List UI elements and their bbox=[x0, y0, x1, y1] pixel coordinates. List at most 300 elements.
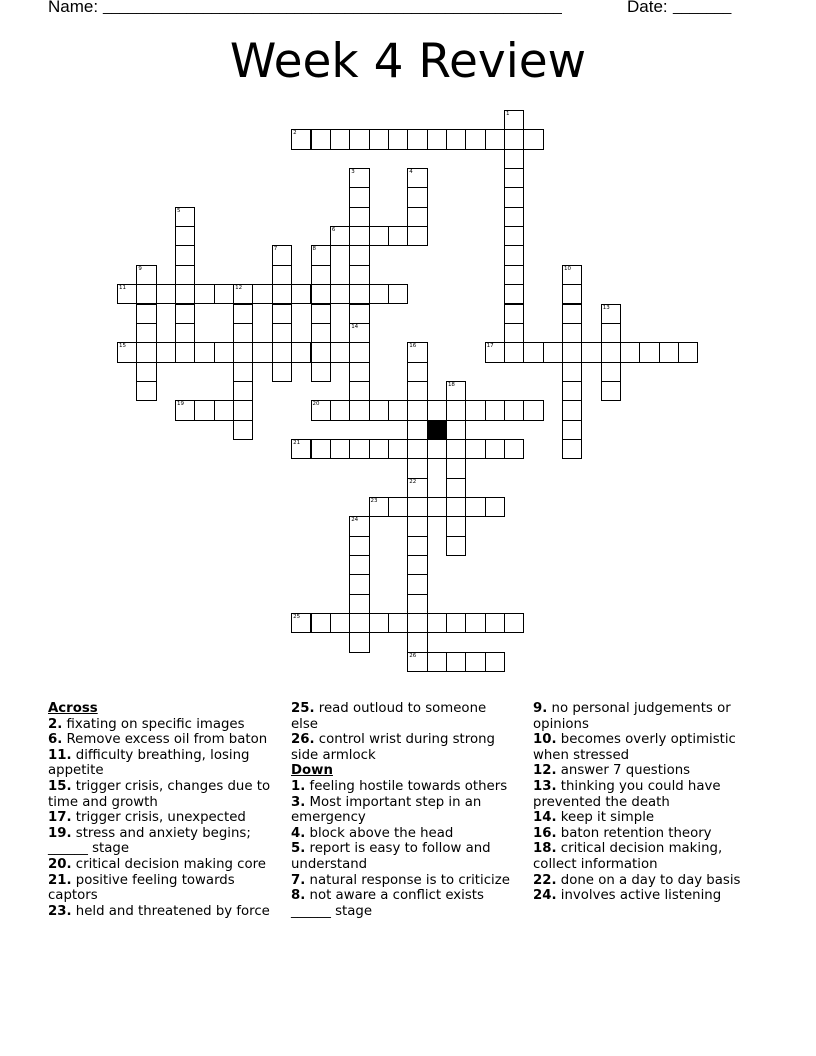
grid-cell[interactable] bbox=[446, 381, 466, 401]
grid-cell[interactable] bbox=[465, 613, 485, 633]
grid-cell[interactable] bbox=[407, 420, 427, 440]
grid-cell[interactable] bbox=[562, 439, 582, 459]
grid-cell[interactable] bbox=[349, 536, 369, 556]
grid-cell[interactable] bbox=[388, 284, 408, 304]
grid-cell[interactable] bbox=[407, 594, 427, 614]
grid-cell[interactable] bbox=[311, 342, 331, 362]
grid-cell[interactable] bbox=[311, 284, 331, 304]
grid-cell[interactable] bbox=[562, 342, 582, 362]
grid-cell[interactable] bbox=[562, 420, 582, 440]
clue-item bbox=[533, 841, 748, 872]
grid-cell[interactable] bbox=[175, 207, 195, 227]
clue-number: 5 bbox=[177, 207, 181, 214]
grid-cell[interactable] bbox=[330, 284, 350, 304]
grid-cell[interactable] bbox=[175, 245, 195, 265]
clue-number: 22 bbox=[409, 478, 417, 485]
grid-cell[interactable] bbox=[311, 613, 331, 633]
grid-cell[interactable] bbox=[446, 478, 466, 498]
grid-cell[interactable] bbox=[639, 342, 659, 362]
clue-number: 24 bbox=[351, 517, 359, 524]
grid-cell[interactable] bbox=[349, 574, 369, 594]
grid-cell[interactable] bbox=[504, 323, 524, 343]
clue-number: 12 bbox=[235, 285, 243, 292]
clue-item-number: 25. bbox=[291, 701, 315, 716]
grid-cell[interactable] bbox=[214, 342, 234, 362]
grid-cell[interactable] bbox=[349, 226, 369, 246]
clue-number: 19 bbox=[177, 401, 185, 408]
grid-cell[interactable] bbox=[349, 632, 369, 652]
grid-cell[interactable] bbox=[407, 632, 427, 652]
clue-item-text: critical decision making core bbox=[71, 856, 266, 872]
grid-cell[interactable] bbox=[175, 284, 195, 304]
grid-cell[interactable] bbox=[581, 342, 601, 362]
clue-item-number: 3. bbox=[291, 794, 306, 810]
grid-cell[interactable] bbox=[330, 613, 350, 633]
clue-item bbox=[291, 701, 516, 732]
grid-cell[interactable] bbox=[407, 207, 427, 227]
clue-item-text: trigger crisis, unexpected bbox=[71, 810, 246, 826]
clue-number: 15 bbox=[119, 343, 126, 350]
clue-item-number: 7. bbox=[291, 872, 306, 888]
clue-item bbox=[291, 826, 516, 842]
clue-number: 6 bbox=[331, 227, 336, 234]
name-label: Name: bbox=[48, 0, 99, 16]
clue-item-text: involves active listening bbox=[556, 888, 722, 904]
grid-cell[interactable] bbox=[601, 362, 621, 382]
grid-cell[interactable] bbox=[388, 497, 408, 517]
grid-cell[interactable] bbox=[407, 516, 427, 536]
grid-cell[interactable] bbox=[214, 284, 234, 304]
grid-cell[interactable] bbox=[175, 400, 195, 420]
clue-item bbox=[48, 904, 278, 920]
clue-item-text: not aware a conflict exists ______ stage bbox=[291, 888, 484, 919]
grid-cell[interactable] bbox=[291, 613, 311, 633]
grid-cell[interactable] bbox=[427, 439, 447, 459]
grid-cell[interactable] bbox=[311, 323, 331, 343]
grid-cell[interactable] bbox=[678, 342, 698, 362]
grid-cell[interactable] bbox=[407, 555, 427, 575]
grid-cell[interactable] bbox=[117, 284, 137, 304]
grid-cell[interactable] bbox=[175, 265, 195, 285]
clue-item-number: 16. bbox=[533, 825, 557, 841]
grid-cell[interactable] bbox=[272, 323, 292, 343]
clue-number: 13 bbox=[602, 304, 610, 311]
clue-item bbox=[48, 717, 278, 733]
grid-cell[interactable] bbox=[291, 342, 311, 362]
grid-cell[interactable] bbox=[465, 439, 485, 459]
grid-cell[interactable] bbox=[311, 245, 331, 265]
across-heading: Across bbox=[48, 701, 98, 716]
clue-column-2 bbox=[291, 701, 516, 919]
grid-cell[interactable] bbox=[485, 613, 505, 633]
grid-cell[interactable] bbox=[349, 594, 369, 614]
grid-cell[interactable] bbox=[504, 439, 524, 459]
grid-cell[interactable] bbox=[407, 362, 427, 382]
clue-item bbox=[48, 873, 278, 904]
grid-cell[interactable] bbox=[136, 304, 156, 324]
grid-cell[interactable] bbox=[117, 342, 137, 362]
clue-number: 14 bbox=[351, 323, 359, 330]
grid-cell[interactable] bbox=[175, 342, 195, 362]
clue-item bbox=[533, 732, 748, 763]
grid-cell[interactable] bbox=[407, 574, 427, 594]
grid-cell[interactable] bbox=[388, 226, 408, 246]
grid-cell[interactable] bbox=[233, 362, 253, 382]
grid-cell[interactable] bbox=[311, 265, 331, 285]
grid-cell[interactable] bbox=[562, 265, 582, 285]
grid-cell[interactable] bbox=[446, 536, 466, 556]
grid-cell[interactable] bbox=[485, 652, 505, 672]
grid-cell[interactable] bbox=[194, 284, 214, 304]
grid-cell[interactable] bbox=[465, 400, 485, 420]
grid-cell[interactable] bbox=[349, 323, 369, 343]
clue-number: 9 bbox=[138, 265, 142, 272]
grid-cell[interactable] bbox=[407, 168, 427, 188]
grid-cell[interactable] bbox=[407, 129, 427, 149]
grid-cell[interactable] bbox=[291, 284, 311, 304]
grid-cell[interactable] bbox=[369, 284, 389, 304]
grid-cell[interactable] bbox=[446, 613, 466, 633]
grid-cell[interactable] bbox=[214, 400, 234, 420]
grid-cell[interactable] bbox=[427, 400, 447, 420]
clue-item bbox=[533, 779, 748, 810]
clue-number: 1 bbox=[506, 111, 510, 117]
clue-number: 21 bbox=[293, 439, 301, 446]
grid-cell[interactable] bbox=[465, 497, 485, 517]
grid-cell[interactable] bbox=[136, 362, 156, 382]
grid-cell[interactable] bbox=[272, 362, 292, 382]
grid-cell[interactable] bbox=[562, 323, 582, 343]
clue-item-text: stress and anxiety begins; ______ stage bbox=[48, 825, 251, 857]
grid-cell[interactable] bbox=[659, 342, 679, 362]
grid-cell[interactable] bbox=[349, 187, 369, 207]
clue-item bbox=[291, 888, 516, 919]
clue-item-number: 13. bbox=[533, 778, 557, 794]
grid-cell[interactable] bbox=[523, 129, 543, 149]
grid-cell[interactable] bbox=[562, 304, 582, 324]
clue-column-1 bbox=[48, 701, 278, 919]
grid-cell[interactable] bbox=[601, 381, 621, 401]
grid-cell[interactable] bbox=[369, 439, 389, 459]
grid-cell[interactable] bbox=[562, 381, 582, 401]
grid-cell[interactable] bbox=[349, 362, 369, 382]
grid-cell[interactable] bbox=[233, 323, 253, 343]
name-blank-line[interactable]: _______________________________________________________ bbox=[103, 0, 562, 15]
clue-item-number: 15. bbox=[48, 778, 72, 794]
grid-cell[interactable] bbox=[407, 613, 427, 633]
clue-item-number: 9. bbox=[533, 701, 548, 716]
grid-cell[interactable] bbox=[427, 497, 447, 517]
grid-cell[interactable] bbox=[562, 362, 582, 382]
date-blank-line[interactable]: _______ bbox=[673, 0, 732, 15]
grid-cell[interactable] bbox=[233, 400, 253, 420]
grid-cell[interactable] bbox=[330, 439, 350, 459]
clue-item-text: natural response is to criticize bbox=[305, 872, 510, 888]
clue-item-text: block above the head bbox=[305, 825, 454, 841]
grid-cell[interactable] bbox=[427, 613, 447, 633]
grid-cell[interactable] bbox=[427, 652, 447, 672]
clue-item-text: baton retention theory bbox=[556, 825, 712, 841]
grid-cell[interactable] bbox=[407, 400, 427, 420]
grid-cell[interactable] bbox=[504, 149, 524, 169]
grid-cell[interactable] bbox=[330, 226, 350, 246]
grid-cell[interactable] bbox=[523, 342, 543, 362]
grid-cell[interactable] bbox=[485, 129, 505, 149]
clue-item bbox=[291, 795, 516, 826]
grid-cell[interactable] bbox=[369, 400, 389, 420]
clue-number: 25 bbox=[293, 614, 301, 621]
grid-cell[interactable] bbox=[175, 226, 195, 246]
clue-item-text: trigger crisis, changes due to time and growth bbox=[48, 778, 271, 810]
grid-cell[interactable] bbox=[311, 304, 331, 324]
grid-cell[interactable] bbox=[504, 226, 524, 246]
grid-cell[interactable] bbox=[194, 400, 214, 420]
clue-item-text: positive feeling towards captors bbox=[48, 872, 235, 904]
grid-cell[interactable] bbox=[388, 439, 408, 459]
grid-cell[interactable] bbox=[620, 342, 640, 362]
grid-cell[interactable] bbox=[446, 400, 466, 420]
grid-cell[interactable] bbox=[349, 304, 369, 324]
grid-cell[interactable] bbox=[562, 284, 582, 304]
grid-cell[interactable] bbox=[407, 536, 427, 556]
clue-item-text: Most important step in an emergency bbox=[291, 794, 482, 826]
clue-number: 10 bbox=[564, 265, 572, 272]
grid-cell[interactable] bbox=[175, 304, 195, 324]
grid-cell[interactable] bbox=[311, 362, 331, 382]
grid-cell[interactable] bbox=[311, 400, 331, 420]
clue-item-text: Remove excess oil from baton bbox=[62, 732, 268, 748]
clue-item-number: 5. bbox=[291, 841, 306, 857]
clue-item-text: report is easy to follow and understand bbox=[291, 841, 491, 872]
clue-item bbox=[48, 732, 278, 748]
grid-cell[interactable] bbox=[349, 381, 369, 401]
grid-cell[interactable] bbox=[407, 652, 427, 672]
clue-number: 23 bbox=[370, 498, 378, 504]
grid-cell[interactable] bbox=[446, 439, 466, 459]
grid-cell[interactable] bbox=[330, 129, 350, 149]
clue-item-number: 11. bbox=[48, 747, 72, 763]
grid-cell[interactable] bbox=[446, 458, 466, 478]
clue-item-number: 14. bbox=[533, 810, 557, 826]
clue-item bbox=[291, 779, 516, 795]
grid-cell[interactable] bbox=[136, 284, 156, 304]
grid-cell[interactable] bbox=[349, 516, 369, 536]
clue-item-number: 26. bbox=[291, 732, 315, 748]
grid-cell[interactable] bbox=[194, 342, 214, 362]
clue-number: 2 bbox=[293, 130, 297, 137]
grid-cell[interactable] bbox=[156, 284, 176, 304]
clue-number: 8 bbox=[312, 246, 316, 253]
grid-cell[interactable] bbox=[349, 439, 369, 459]
grid-cell[interactable] bbox=[601, 304, 621, 324]
grid-cell[interactable] bbox=[311, 439, 331, 459]
grid-cell[interactable] bbox=[233, 342, 253, 362]
grid-cell[interactable] bbox=[156, 342, 176, 362]
clue-number: 11 bbox=[119, 285, 126, 292]
grid-cell[interactable] bbox=[407, 478, 427, 498]
grid-cell[interactable] bbox=[562, 400, 582, 420]
clue-item-text: held and threatened by force bbox=[71, 903, 270, 919]
clue-item bbox=[533, 888, 748, 904]
clue-item bbox=[48, 826, 278, 857]
grid-cell[interactable] bbox=[369, 226, 389, 246]
grid-cell[interactable] bbox=[233, 284, 253, 304]
grid-cell[interactable] bbox=[504, 265, 524, 285]
clue-number: 3 bbox=[351, 169, 355, 176]
grid-cell[interactable] bbox=[465, 652, 485, 672]
grid-cell[interactable] bbox=[136, 381, 156, 401]
clue-item bbox=[533, 810, 748, 826]
grid-cell[interactable] bbox=[311, 129, 331, 149]
clue-number: 7 bbox=[273, 246, 278, 253]
grid-cell[interactable] bbox=[407, 381, 427, 401]
clue-item bbox=[48, 810, 278, 826]
grid-cell[interactable] bbox=[349, 342, 369, 362]
grid-cell[interactable] bbox=[601, 342, 621, 362]
clue-number: 4 bbox=[409, 169, 413, 176]
clue-item-text: feeling hostile towards others bbox=[305, 778, 508, 794]
grid-cell[interactable] bbox=[388, 613, 408, 633]
grid-cell[interactable] bbox=[446, 420, 466, 440]
clue-number: 18 bbox=[447, 381, 455, 388]
grid-cell[interactable] bbox=[485, 497, 505, 517]
grid-cell[interactable] bbox=[272, 265, 292, 285]
grid-cell[interactable] bbox=[136, 342, 156, 362]
clue-item bbox=[291, 841, 516, 872]
clue-item-number: 8. bbox=[291, 888, 306, 904]
grid-cell[interactable] bbox=[504, 342, 524, 362]
grid-cell[interactable] bbox=[272, 245, 292, 265]
grid-cell[interactable] bbox=[504, 129, 524, 149]
grid-cell[interactable] bbox=[446, 652, 466, 672]
grid-cell[interactable] bbox=[407, 458, 427, 478]
grid-cell[interactable] bbox=[136, 265, 156, 285]
grid-cell[interactable] bbox=[349, 129, 369, 149]
date-label: Date: bbox=[627, 0, 668, 16]
clue-item-text: no personal judgements or opinions bbox=[533, 701, 731, 732]
grid-cell[interactable] bbox=[407, 342, 427, 362]
clue-item-text: thinking you could have prevented the death bbox=[533, 778, 721, 810]
grid-cell[interactable] bbox=[349, 400, 369, 420]
grid-cell[interactable] bbox=[175, 323, 195, 343]
clue-item-number: 20. bbox=[48, 856, 72, 872]
grid-cell[interactable] bbox=[369, 129, 389, 149]
clue-item-text: control wrist during strong side armlock bbox=[291, 732, 495, 763]
grid-cell[interactable] bbox=[272, 304, 292, 324]
grid-cell[interactable] bbox=[252, 284, 272, 304]
grid-cell[interactable] bbox=[252, 342, 272, 362]
grid-cell[interactable] bbox=[330, 342, 350, 362]
clue-item bbox=[533, 763, 748, 779]
grid-cell[interactable] bbox=[504, 245, 524, 265]
grid-cell[interactable] bbox=[233, 381, 253, 401]
grid-cell[interactable] bbox=[504, 400, 524, 420]
grid-cell[interactable] bbox=[446, 497, 466, 517]
grid-cell[interactable] bbox=[369, 613, 389, 633]
grid-cell[interactable] bbox=[388, 129, 408, 149]
clue-item-number: 1. bbox=[291, 778, 306, 794]
grid-cell[interactable] bbox=[446, 516, 466, 536]
grid-cell[interactable] bbox=[504, 613, 524, 633]
grid-cell[interactable] bbox=[291, 439, 311, 459]
clue-item-text: difficulty breathing, losing appetite bbox=[48, 747, 250, 779]
clue-item-text: fixating on specific images bbox=[62, 716, 245, 732]
grid-cell[interactable] bbox=[504, 187, 524, 207]
grid-cell[interactable] bbox=[369, 497, 389, 517]
black-cell bbox=[427, 420, 447, 440]
grid-cell[interactable] bbox=[485, 400, 505, 420]
clue-item-number: 23. bbox=[48, 903, 72, 919]
grid-cell[interactable] bbox=[543, 342, 563, 362]
grid-cell[interactable] bbox=[291, 129, 311, 149]
grid-cell[interactable] bbox=[504, 304, 524, 324]
grid-cell[interactable] bbox=[407, 439, 427, 459]
grid-cell[interactable] bbox=[504, 168, 524, 188]
grid-cell[interactable] bbox=[601, 323, 621, 343]
grid-cell[interactable] bbox=[465, 129, 485, 149]
grid-cell[interactable] bbox=[427, 129, 447, 149]
grid-cell[interactable] bbox=[407, 187, 427, 207]
grid-cell[interactable] bbox=[485, 439, 505, 459]
grid-cell[interactable] bbox=[446, 129, 466, 149]
grid-cell[interactable] bbox=[388, 400, 408, 420]
grid-cell[interactable] bbox=[233, 420, 253, 440]
clue-item-text: read outloud to someone else bbox=[291, 701, 487, 732]
clue-item-number: 12. bbox=[533, 763, 557, 779]
clue-item bbox=[48, 748, 278, 779]
grid-cell[interactable] bbox=[504, 207, 524, 227]
grid-cell[interactable] bbox=[349, 245, 369, 265]
clue-item-number: 10. bbox=[533, 732, 557, 748]
grid-cell[interactable] bbox=[136, 323, 156, 343]
clue-item-number: 4. bbox=[291, 825, 306, 841]
clue-item-number: 6. bbox=[48, 732, 63, 748]
grid-cell[interactable] bbox=[504, 284, 524, 304]
clue-number: 16 bbox=[409, 343, 417, 350]
clue-item-text: answer 7 questions bbox=[556, 763, 691, 779]
clue-item-text: critical decision making, collect information bbox=[533, 841, 723, 872]
clue-item-number: 2. bbox=[48, 716, 63, 732]
clue-item-text: done on a day to day basis bbox=[556, 872, 741, 888]
clue-column-3 bbox=[533, 701, 748, 904]
grid-cell[interactable] bbox=[349, 284, 369, 304]
grid-cell[interactable] bbox=[233, 304, 253, 324]
grid-cell[interactable] bbox=[407, 497, 427, 517]
grid-cell[interactable] bbox=[407, 226, 427, 246]
grid-cell[interactable] bbox=[523, 400, 543, 420]
clue-number: 26 bbox=[409, 652, 417, 659]
grid-cell[interactable] bbox=[330, 400, 350, 420]
clue-number: 20 bbox=[312, 401, 320, 408]
grid-cell[interactable] bbox=[349, 613, 369, 633]
grid-cell[interactable] bbox=[272, 342, 292, 362]
clue-item bbox=[291, 732, 516, 763]
clue-item-number: 22. bbox=[533, 872, 557, 888]
grid-cell[interactable] bbox=[272, 284, 292, 304]
clue-item-number: 21. bbox=[48, 872, 72, 888]
clue-item bbox=[533, 826, 748, 842]
grid-cell[interactable] bbox=[349, 168, 369, 188]
clue-item-number: 19. bbox=[48, 825, 72, 841]
grid-cell[interactable] bbox=[349, 265, 369, 285]
grid-cell[interactable] bbox=[504, 110, 524, 130]
clue-item-text: keep it simple bbox=[556, 810, 655, 826]
grid-cell[interactable] bbox=[349, 555, 369, 575]
down-heading: Down bbox=[291, 763, 333, 779]
grid-cell[interactable] bbox=[485, 342, 505, 362]
grid-cell[interactable] bbox=[349, 207, 369, 227]
clue-item-number: 24. bbox=[533, 888, 557, 904]
